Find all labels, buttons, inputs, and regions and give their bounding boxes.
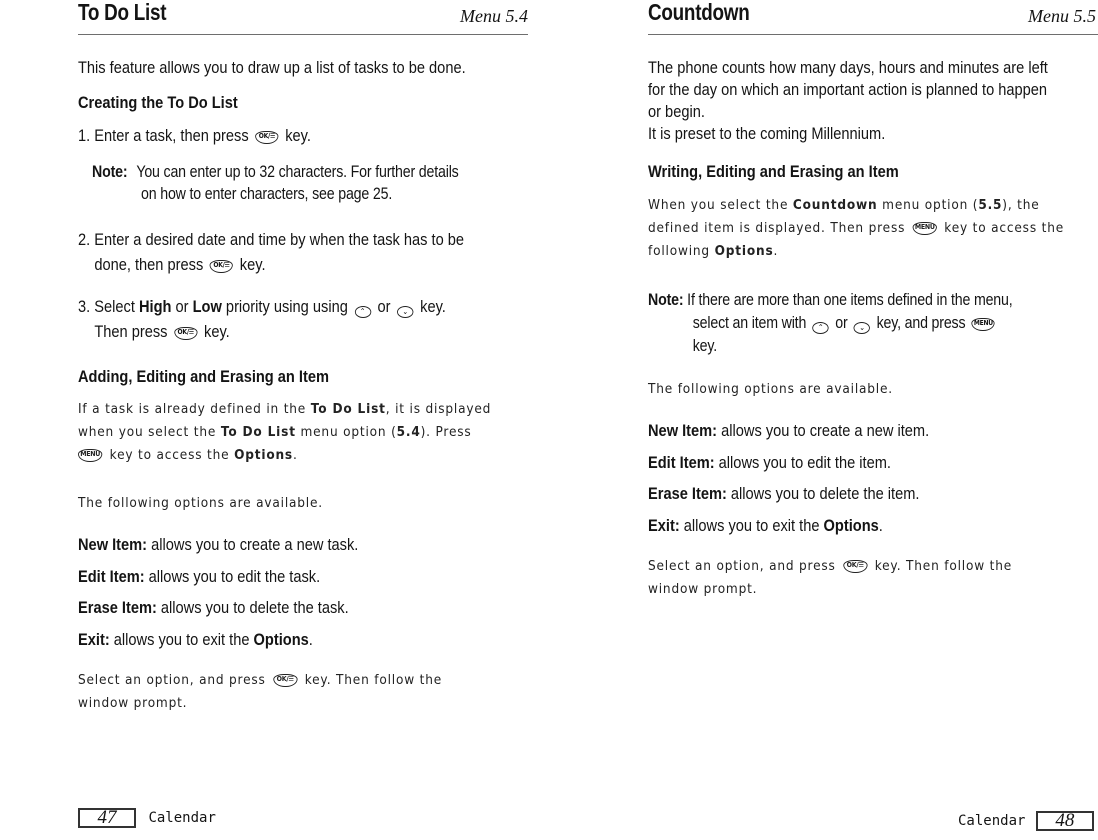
down-key-icon: ⌄ [397, 306, 413, 318]
left-menu-number: Menu 5.4 [460, 6, 528, 26]
down-key-icon: ⌄ [854, 322, 870, 334]
right-page-title: Countdown [648, 0, 750, 25]
step-1: 1. Enter a task, then press OK/☰ key. [78, 126, 311, 145]
left-option-exit: Exit: allows you to exit the Options. [78, 630, 313, 649]
left-intro: This feature allows you to draw up a list of tasks to be done. [78, 58, 466, 77]
right-page [648, 0, 1098, 840]
step-2: 2. Enter a desired date and time by when the task has to be done, then press OK/☰ key. [78, 230, 465, 274]
right-option-edit: Edit Item: allows you to edit the item. [648, 453, 891, 472]
writing-paragraph: When you select the Countdown menu option (5.5), the defined item is displayed. Then press MENU key to access the following Options. [648, 197, 1065, 259]
left-page-title: To Do List [78, 0, 167, 25]
adding-paragraph: If a task is already defined in the To Do List, it is displayed when you select the To Do List menu option (5.4). Press MENU key to access the Options. [78, 401, 492, 463]
left-footer [78, 808, 224, 828]
ok-key-icon: OK/☰ [210, 260, 233, 273]
left-select-paragraph: Select an option, and press OK/☰ key. Then follow the window prompt. [78, 672, 442, 711]
right-following: The following options are available. [648, 381, 893, 397]
left-footer-label: Calendar [148, 810, 216, 826]
menu-key-icon: MENU [78, 449, 102, 462]
right-option-erase: Erase Item: allows you to delete the item. [648, 484, 920, 503]
ok-key-icon: OK/☰ [255, 131, 278, 144]
right-menu-number: Menu 5.5 [1028, 6, 1096, 26]
left-page-number: 47 [78, 808, 136, 828]
left-note: Note: You can enter up to 32 characters. For further details on how to enter characters, see page 25. [92, 163, 459, 203]
right-footer-label: Calendar [958, 813, 1026, 829]
right-option-new: New Item: allows you to create a new item. [648, 421, 930, 440]
left-option-new: New Item: allows you to create a new task. [78, 535, 359, 554]
left-page [78, 0, 528, 840]
right-header [648, 0, 1098, 35]
left-option-edit: Edit Item: allows you to edit the task. [78, 567, 321, 586]
ok-key-icon: OK/☰ [174, 327, 197, 340]
menu-key-icon: MENU [972, 318, 995, 331]
ok-key-icon: OK/☰ [843, 560, 867, 573]
writing-heading: Writing, Editing and Erasing an Item [648, 162, 899, 181]
left-option-erase: Erase Item: allows you to delete the task. [78, 598, 349, 617]
right-note: Note: If there are more than one items defined in the menu, select an item with ⌃ or ⌄ key, and press MENU key. [648, 291, 1013, 355]
right-footer [958, 811, 1094, 831]
left-following: The following options are available. [78, 495, 323, 511]
up-key-icon: ⌃ [813, 322, 829, 334]
right-option-exit: Exit: allows you to exit the Options. [648, 516, 883, 535]
right-page-number: 48 [1036, 811, 1094, 831]
adding-heading: Adding, Editing and Erasing an Item [78, 367, 329, 386]
step-3: 3. Select High or Low priority using using ⌃ or ⌄ key. Then press OK/☰ key. [78, 297, 446, 341]
left-header [78, 0, 528, 35]
menu-key-icon: MENU [913, 222, 937, 235]
right-select-paragraph: Select an option, and press OK/☰ key. Then follow the window prompt. [648, 558, 1012, 597]
creating-heading: Creating the To Do List [78, 93, 238, 112]
ok-key-icon: OK/☰ [273, 674, 297, 687]
up-key-icon: ⌃ [354, 306, 370, 318]
right-intro: The phone counts how many days, hours and minutes are left for the day on which an important action is planned to happen or begin. It is preset to the coming Millennium. [648, 58, 1048, 143]
